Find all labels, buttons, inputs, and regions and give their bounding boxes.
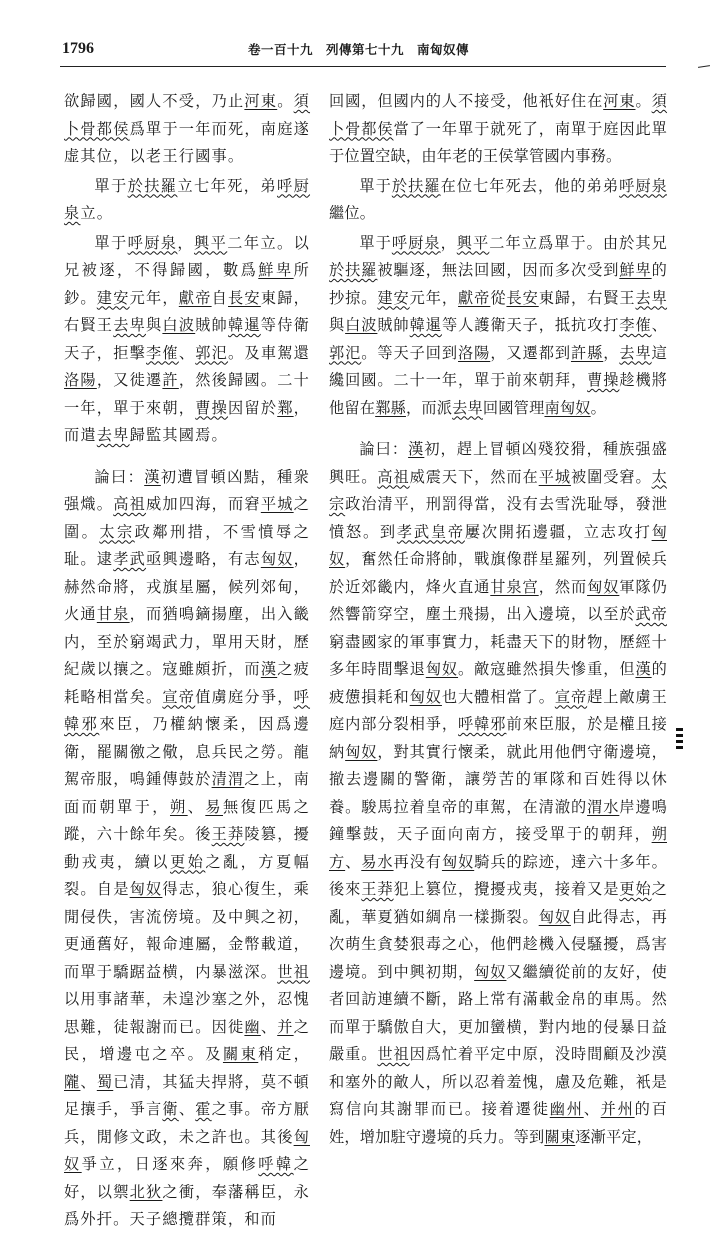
text-run: 。 xyxy=(277,92,294,110)
text-run: ， xyxy=(440,233,457,252)
paragraph xyxy=(329,173,667,228)
person-name: 更始 xyxy=(169,852,206,871)
text-run: 、 xyxy=(651,316,668,334)
text-run: 之衝，奉藩稱臣，永爲外扞。天子總攬群策，和而 xyxy=(64,1182,310,1228)
text-run: 被驅逐，無法回國，因而多次受到 xyxy=(377,261,620,279)
edge-mark xyxy=(676,734,683,737)
person-name: 呼厨泉 xyxy=(64,176,311,222)
text-run: ，又徙遷 xyxy=(96,371,163,389)
place-name: 甘泉宫 xyxy=(490,577,539,596)
person-name: 太宗 xyxy=(329,467,667,513)
place-name: 鄴 xyxy=(277,398,294,417)
place-name: 朔方 xyxy=(329,825,667,871)
text-run: 所鈔。 xyxy=(64,261,310,307)
person-name: 須卜骨都侯 xyxy=(329,92,668,138)
place-name: 漢 xyxy=(635,660,652,678)
text-run: 、 xyxy=(178,343,196,362)
text-run: 、 xyxy=(187,797,206,816)
place-name: 白波 xyxy=(345,316,378,334)
text-run: 得志，狼心復生，乘閒侵佚，害流傍境。及中興之初，更通舊好，報命連屬，金幣載道，而單于驕踞益横，内暴滋深。 xyxy=(64,880,310,981)
text-run: 回國，但國内的人不接受，他衹好住在 xyxy=(329,92,604,110)
text-run: 二年立。以兄被逐，不得歸國，數爲 xyxy=(64,233,311,279)
text-run: 自此得志，再次萌生貪婪狠毒之心，他們趁機入侵騷擾，爲害邊境。到中興初期， xyxy=(329,907,667,981)
text-run: 欲歸國，國人不受，乃止 xyxy=(64,92,245,110)
person-name: 韓暹 xyxy=(409,316,442,334)
text-run: ，對其實行懷柔，就此用他們守衛邊境，撤去邊關的警衛，讓勞苦的軍隊和百姓得以休養。駿馬拉着皇帝的車駕，在清澈的 xyxy=(329,742,667,816)
text-run: 屢次開拓邊疆，立志攻打 xyxy=(464,522,652,541)
place-name: 漢 xyxy=(260,660,278,678)
text-run: 也大體相當了。 xyxy=(441,687,555,706)
header-rule xyxy=(60,66,666,67)
person-name: 呼韓 xyxy=(258,1155,294,1173)
person-name: 武帝 xyxy=(635,605,667,623)
text-run: 之事。帝方厭兵，閒修文政，未之許也。其後 xyxy=(64,1100,311,1146)
text-run: 這纔回國。二十一年，單于前來朝拜， xyxy=(329,343,668,389)
place-name: 匈奴 xyxy=(64,1127,310,1173)
text-run: ，又遷都到 xyxy=(490,343,571,362)
text-run: 因留於 xyxy=(228,398,278,417)
text-run: 的疲憊損耗和 xyxy=(329,660,668,706)
place-name: 匈奴 xyxy=(260,550,294,568)
place-name: 甘泉 xyxy=(96,605,130,623)
text-run: 被圍受窘。 xyxy=(570,467,652,486)
text-run: ，而遣 xyxy=(64,398,311,444)
text-run: ，而猶鳴鏑揚塵，出入畿内，至於窮竭武力，單用天財，歷紀歲以攘之。寇雖頗折，而 xyxy=(64,605,311,678)
classical-text-column xyxy=(64,86,310,1234)
text-run: 單于 xyxy=(94,176,128,195)
place-name: 北狄 xyxy=(129,1182,163,1201)
running-title: 卷一百十九 列傳第七十九 南匈奴傳 xyxy=(248,42,470,57)
text-run: 、 xyxy=(178,1100,196,1118)
text-run: 爭立，日逐來奔，願修 xyxy=(81,1155,259,1173)
text-run: ，奮然任命將帥，戰旗像群星羅列，列置候兵於近郊畿内，烽火直通 xyxy=(329,550,668,596)
person-name: 於扶羅 xyxy=(127,176,178,195)
place-name: 匈奴 xyxy=(129,880,163,898)
text-run: 立。 xyxy=(80,204,114,222)
place-name: 白波 xyxy=(162,316,196,334)
text-run: 初遭冒頓凶黠，種衆强熾。 xyxy=(64,467,310,513)
scan-edge-mark xyxy=(698,65,710,68)
text-run: 窮盡國家的軍事實力，耗盡天下的財物，歷經十多年時間擊退 xyxy=(329,632,667,678)
place-name: 匈奴 xyxy=(587,577,620,596)
person-name: 郭汜 xyxy=(329,343,362,362)
paragraph xyxy=(329,230,667,423)
place-name: 隴 xyxy=(64,1072,81,1091)
text-run: 二年立爲單于。由於其兄 xyxy=(489,233,667,252)
text-run: 再没有 xyxy=(393,852,442,871)
place-name: 并 xyxy=(277,1017,294,1036)
text-run: 與 xyxy=(329,316,346,334)
text-run: 趁機將他留在 xyxy=(329,371,667,417)
person-name: 呼韓邪 xyxy=(458,715,507,733)
place-name: 清渭 xyxy=(211,770,245,788)
person-name: 孝武皇帝 xyxy=(396,522,465,541)
text-run: 。敵寇雖然損失慘重，但 xyxy=(458,660,636,678)
text-run: 犯上篡位，攪擾戎夷，接着又是 xyxy=(393,880,620,898)
text-run: 從 xyxy=(490,288,507,307)
person-name: 太宗 xyxy=(99,522,135,541)
paragraph xyxy=(64,464,310,1234)
text-run: 等人護衛天子，抵抗攻打 xyxy=(441,316,620,334)
text-run: 之圍。 xyxy=(64,495,311,541)
place-name: 南匈奴 xyxy=(544,398,591,417)
text-run: 之好，以禦 xyxy=(64,1155,311,1201)
text-run: 爲單于一年而死，南庭遂虚其位，以老王行國事。 xyxy=(64,119,310,165)
text-run: 繼位。 xyxy=(329,204,376,222)
place-name: 平城 xyxy=(538,467,571,486)
person-name: 王莽 xyxy=(211,825,245,843)
text-run: 前來臣服，於是權且接納 xyxy=(329,715,667,761)
place-name: 鮮卑 xyxy=(619,261,652,279)
text-run: 、 xyxy=(260,1017,278,1036)
edge-mark xyxy=(676,740,683,743)
person-name: 去卑 xyxy=(635,288,668,307)
person-name: 呼厨泉 xyxy=(127,233,178,252)
person-name: 李傕 xyxy=(619,316,652,334)
text-run: 騎兵的踪迹，達六十多年。後來 xyxy=(329,852,668,898)
person-name: 去卑 xyxy=(452,398,483,417)
text-run: ，然後歸國。二十一年，單于來朝， xyxy=(64,371,311,417)
place-name: 鄴縣 xyxy=(375,398,406,417)
text-run: 回國管理 xyxy=(482,398,545,417)
place-name: 獻帝 xyxy=(178,288,212,307)
place-name: 匈奴 xyxy=(345,742,378,761)
place-name: 蜀 xyxy=(96,1072,114,1091)
person-name: 更始 xyxy=(619,880,652,898)
paragraph xyxy=(329,436,667,1151)
person-name: 須卜骨都侯 xyxy=(64,92,311,138)
place-name: 河東 xyxy=(244,92,278,110)
place-name: 關東 xyxy=(222,1045,259,1063)
place-name: 匈奴 xyxy=(329,522,667,568)
place-name: 幽 xyxy=(244,1017,261,1036)
place-name: 漢 xyxy=(144,467,161,486)
person-name: 宣帝 xyxy=(554,687,588,706)
text-run: 。 xyxy=(590,398,607,417)
place-name: 匈奴 xyxy=(425,660,459,678)
person-name: 建安 xyxy=(96,288,130,307)
text-run: 單于 xyxy=(359,176,392,195)
text-run: ，赫然命將，戎旗星屬，候列郊甸，火通 xyxy=(64,550,311,623)
text-run: 趕上敵虜王庭内部分裂相爭， xyxy=(329,687,668,733)
person-name: 興平 xyxy=(456,233,490,252)
person-name: 呼韓邪 xyxy=(64,687,311,733)
text-run: 來臣，乃權納懷柔，因爲邊衛，罷關徼之儆，息兵民之勞。龍駕帝服，鳴鍾傳鼓於 xyxy=(64,715,310,788)
place-name: 長安 xyxy=(228,288,261,307)
place-name: 易水 xyxy=(361,852,394,871)
text-run: ，而派 xyxy=(405,398,453,417)
text-run: 論曰： xyxy=(94,467,145,486)
person-name: 霍 xyxy=(195,1100,212,1118)
place-name: 許縣 xyxy=(570,343,604,362)
person-name: 曹操 xyxy=(587,371,620,389)
text-run: 因爲忙着平定中原，没時間顧及沙漠和塞外的敵人，所以忍着羞愧，慮及危難，衹是寫信向其謝罪而已。接着遷徙 xyxy=(329,1045,667,1118)
text-run: 單于 xyxy=(94,233,128,252)
person-name: 王莽 xyxy=(361,880,394,898)
person-name: 世祖 xyxy=(377,1045,410,1063)
text-run: 元年， xyxy=(409,288,459,307)
place-name: 匈奴 xyxy=(441,852,475,871)
place-name: 洛陽 xyxy=(458,343,491,362)
edge-mark xyxy=(676,728,683,731)
place-name: 河東 xyxy=(603,92,636,110)
person-name: 於扶羅 xyxy=(329,261,378,279)
text-run: 的抄掠。 xyxy=(329,261,667,307)
person-name: 衛 xyxy=(162,1100,179,1118)
person-name: 去卑 xyxy=(113,316,146,334)
text-run: 立七年死，弟 xyxy=(177,176,278,195)
text-run: 歸監其國焉。 xyxy=(129,426,228,444)
text-run: 軍隊仍然響箭穿空，塵土飛揚，出入邊境，以至於 xyxy=(329,577,667,623)
text-run: 逐漸平定， xyxy=(575,1127,653,1146)
text-run: 。 xyxy=(635,92,652,110)
text-run: 岸邊鳴鐘擊鼓，天子面向南方，接受單于的朝拜， xyxy=(329,797,667,843)
person-name: 去卑 xyxy=(96,426,130,444)
paragraph xyxy=(64,173,310,228)
person-name: 建安 xyxy=(377,288,410,307)
person-name: 曹操 xyxy=(195,398,229,417)
person-name: 韓暹 xyxy=(228,316,261,334)
text-run: 之疲耗略相當矣。 xyxy=(64,660,311,706)
place-name: 幽州 xyxy=(549,1100,584,1118)
text-run: 東歸，右賢王 xyxy=(538,288,636,307)
text-run: 政治清平，刑罰得當，没有去雪洗耻辱，發泄憤怒。到 xyxy=(329,495,668,541)
place-name: 漢 xyxy=(408,440,425,458)
scan-edge-marks xyxy=(676,728,684,752)
text-run: 無復匹馬之蹤，六十餘年矣。後 xyxy=(64,797,311,843)
person-name: 於扶羅 xyxy=(391,176,441,195)
text-run: 當了一年單于就死了，南單于庭因此單于位置空缺，由年老的王侯掌管國内事務。 xyxy=(329,119,667,165)
text-run: 。等天子回到 xyxy=(361,343,459,362)
text-run: 又繼續從前的友好，使者回訪連續不斷，路上常有滿載金帛的車馬。然而單于驕傲自大，更加蠻横，對内地的侵暴日益嚴重。 xyxy=(329,962,667,1063)
text-run: 政鄰刑措，不雪憤辱之耻。逮 xyxy=(64,522,310,568)
text-run: ， xyxy=(177,233,195,252)
person-name: 世祖 xyxy=(277,962,310,981)
place-name: 易 xyxy=(205,797,223,816)
text-run: 、 xyxy=(80,1072,97,1091)
text-run: 等侍衛天子，拒擊 xyxy=(64,316,310,362)
text-run: 單于 xyxy=(359,233,392,252)
text-run: 論曰： xyxy=(359,440,409,458)
text-run: ， xyxy=(603,343,620,362)
person-name: 宣帝 xyxy=(162,687,196,706)
place-name: 長安 xyxy=(506,288,539,307)
text-run: 亟興邊略，有志 xyxy=(146,550,261,568)
place-name: 匈奴 xyxy=(474,962,507,981)
text-run: 。及車駕還 xyxy=(228,343,311,362)
paragraph xyxy=(64,230,310,450)
text-run: 、 xyxy=(345,852,362,871)
text-run: 之亂，華夏猶如綢帛一樣撕裂。 xyxy=(329,880,667,926)
text-run: 陵篡，擾動戎夷，續以 xyxy=(64,825,310,871)
text-run: ，然而 xyxy=(538,577,588,596)
place-name: 洛陽 xyxy=(64,371,97,389)
text-run: 威加四海，而窘 xyxy=(146,495,261,513)
place-name: 并州 xyxy=(600,1100,635,1118)
person-name: 興平 xyxy=(194,233,228,252)
edge-mark xyxy=(676,746,683,749)
text-run: 賊帥 xyxy=(377,316,410,334)
text-run: 元年， xyxy=(129,288,179,307)
place-name: 匈奴 xyxy=(538,907,571,926)
place-name: 獻帝 xyxy=(458,288,491,307)
text-run: 威震天下，然而在 xyxy=(409,467,539,486)
person-name: 高祖 xyxy=(377,467,410,486)
text-run: 自 xyxy=(211,288,228,307)
translation-column xyxy=(329,86,667,1151)
place-name: 匈奴 xyxy=(409,687,442,706)
person-name: 高祖 xyxy=(113,495,147,513)
place-name: 平城 xyxy=(260,495,294,513)
text-run: 值虜庭分爭， xyxy=(195,687,294,706)
text-run: 與 xyxy=(146,316,163,334)
text-run: 稍定， xyxy=(258,1045,310,1063)
place-name: 朔 xyxy=(169,797,188,816)
paragraph xyxy=(329,88,667,171)
text-run: 的百姓，增加駐守邊境的兵力。等到 xyxy=(329,1100,668,1146)
person-name: 呼厨泉 xyxy=(619,176,667,195)
text-run: 賊帥 xyxy=(195,316,228,334)
person-name: 呼厨泉 xyxy=(391,233,441,252)
text-run: 在位七年死去，他的弟弟 xyxy=(440,176,620,195)
text-run: 以用事諸華，未遑沙塞之外，忍愧思難，徒報謝而已。因徙 xyxy=(64,990,310,1036)
text-run: 、 xyxy=(583,1100,601,1118)
place-name: 渭水 xyxy=(587,797,620,816)
person-name: 去卑 xyxy=(619,343,652,362)
text-run: 之民，增邊屯之卒。及 xyxy=(64,1017,311,1063)
person-name: 李傕 xyxy=(146,343,179,362)
person-name: 郭汜 xyxy=(195,343,229,362)
text-run: 東歸，右賢王 xyxy=(64,288,310,334)
person-name: 孝武 xyxy=(113,550,147,568)
text-run: 已清，其猛夫捍將，莫不頓足攘手，爭言 xyxy=(64,1072,311,1118)
text-run: 初，趕上冒頓凶殘狡猾，種族强盛興旺。 xyxy=(329,440,667,486)
paragraph xyxy=(64,88,310,171)
place-name: 許 xyxy=(162,371,179,389)
place-name: 鮮卑 xyxy=(258,261,294,279)
place-name: 關東 xyxy=(544,1127,576,1146)
text-run: 之上，南面而朝單于， xyxy=(64,770,310,816)
text-run: 之亂，方夏幅裂。自是 xyxy=(64,852,311,898)
page-number: 1796 xyxy=(62,40,94,57)
